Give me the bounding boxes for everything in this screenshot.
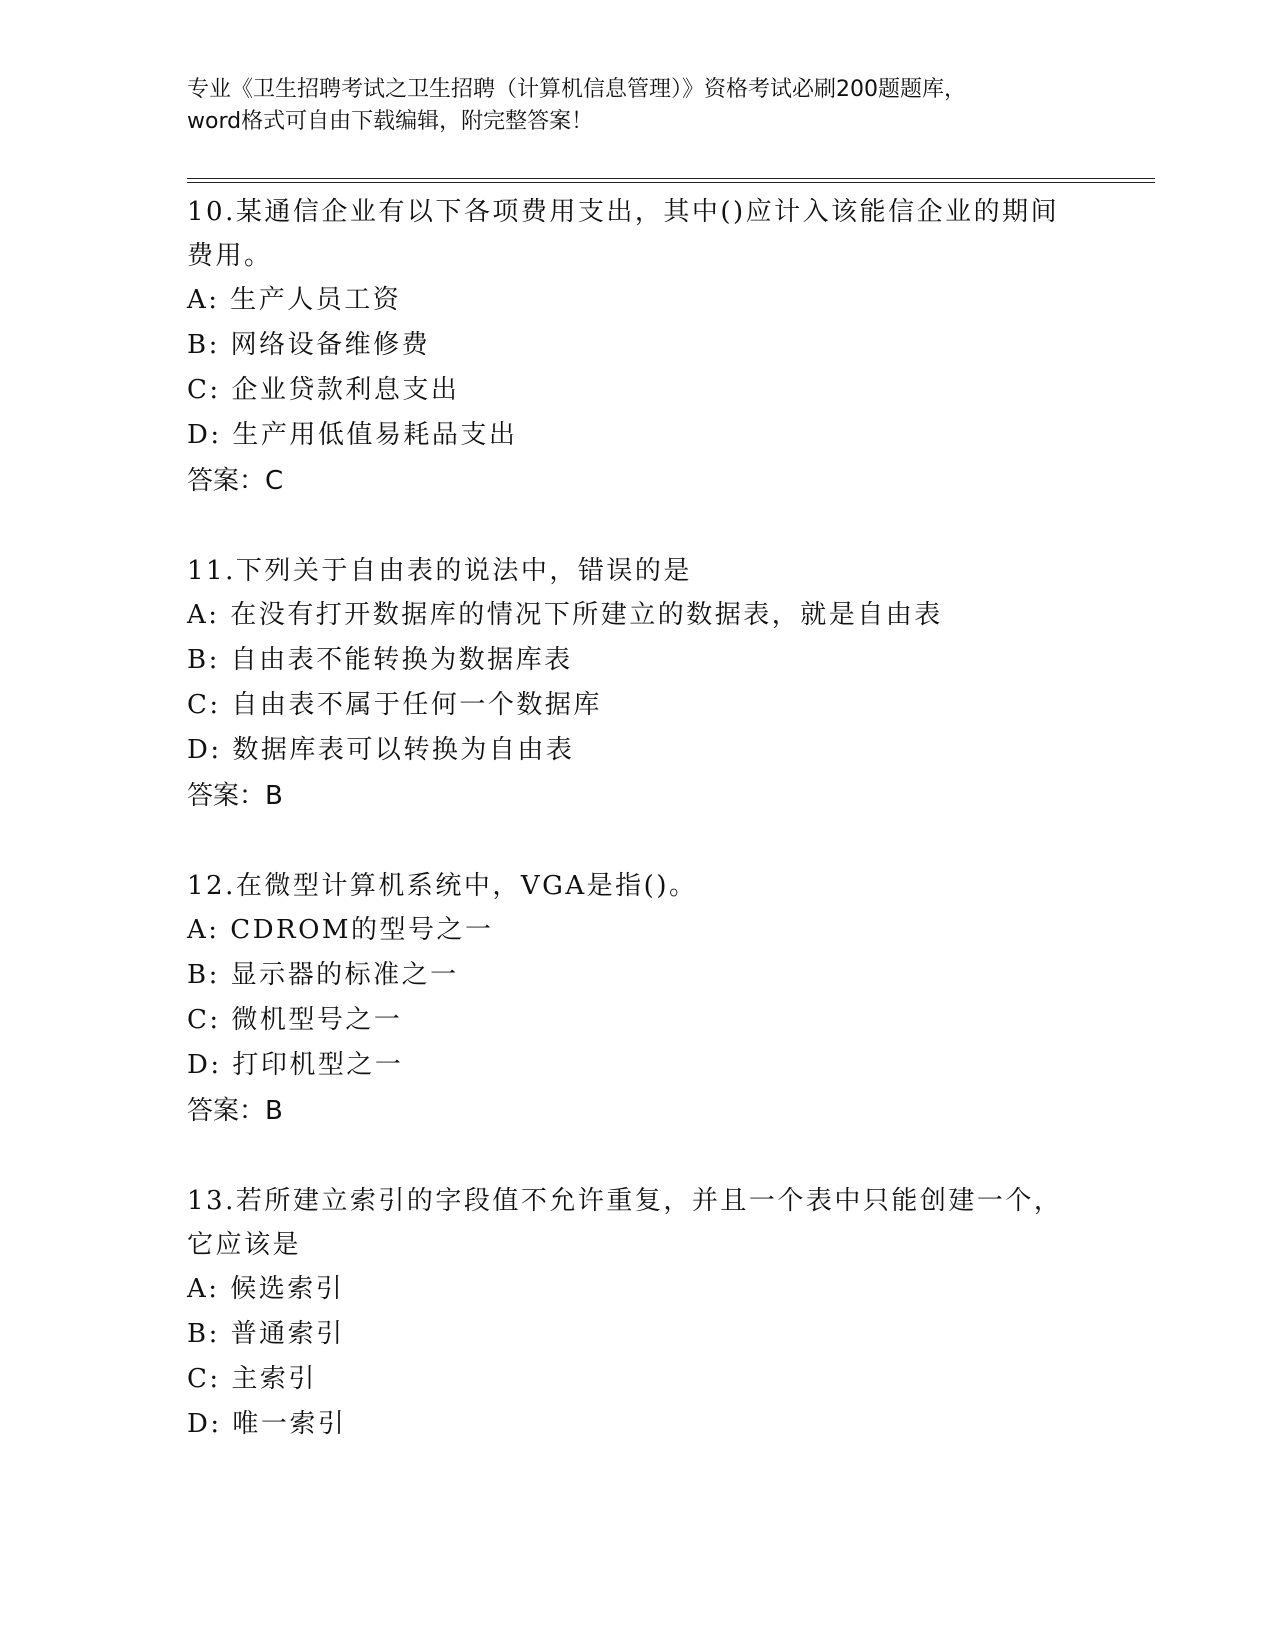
option-c: C: 微机型号之一: [187, 1005, 403, 1035]
option-a: A: 在没有打开数据库的情况下所建立的数据表，就是自由表: [187, 600, 943, 630]
question-stem: 11.下列关于自由表的说法中，错误的是: [187, 556, 692, 586]
document-header: [187, 74, 1087, 138]
header-divider: [187, 178, 1155, 183]
question-spacer: [187, 819, 1087, 864]
answer-line: 答案：B: [187, 1096, 283, 1126]
option-d: D: 打印机型之一: [187, 1050, 404, 1080]
option-c: C: 企业贷款利息支出: [187, 375, 460, 405]
question-stem: 10.某通信企业有以下各项费用支出，其中()应计入该能信企业的期间: [187, 197, 1060, 227]
question-stem-continued: 费用。: [187, 241, 273, 271]
option-c: C: 主索引: [187, 1364, 317, 1394]
answer-line: 答案：B: [187, 781, 283, 811]
question-stem: 12.在微型计算机系统中，VGA是指()。: [187, 871, 698, 901]
option-b: B: 普通索引: [187, 1319, 345, 1349]
question-11: [187, 549, 1087, 819]
option-a: A: 候选索引: [187, 1274, 345, 1304]
question-10: [187, 190, 1087, 504]
question-stem-continued: 它应该是: [187, 1230, 302, 1260]
question-spacer: [187, 504, 1087, 549]
header-line-2: word格式可自由下载编辑，附完整答案！: [187, 109, 594, 134]
option-b: B: 自由表不能转换为数据库表: [187, 645, 573, 675]
question-spacer: [187, 1134, 1087, 1179]
option-b: B: 网络设备维修费: [187, 330, 431, 360]
answer-line: 答案：C: [187, 466, 284, 496]
option-a: A: 生产人员工资: [187, 285, 402, 315]
option-c: C: 自由表不属于任何一个数据库: [187, 690, 602, 720]
option-a: A: CDROM的型号之一: [187, 915, 494, 945]
option-b: B: 显示器的标准之一: [187, 960, 459, 990]
question-stem: 13.若所建立索引的字段值不允许重复，并且一个表中只能创建一个，: [187, 1186, 1063, 1216]
question-12: [187, 864, 1087, 1134]
option-d: D: 生产用低值易耗品支出: [187, 420, 518, 450]
question-13: [187, 1179, 1087, 1447]
option-d: D: 数据库表可以转换为自由表: [187, 735, 575, 765]
question-list: [187, 190, 1087, 1447]
option-d: D: 唯一索引: [187, 1409, 347, 1439]
header-line-1: 专业《卫生招聘考试之卫生招聘（计算机信息管理）》资格考试必刷200题题库，: [187, 77, 966, 102]
